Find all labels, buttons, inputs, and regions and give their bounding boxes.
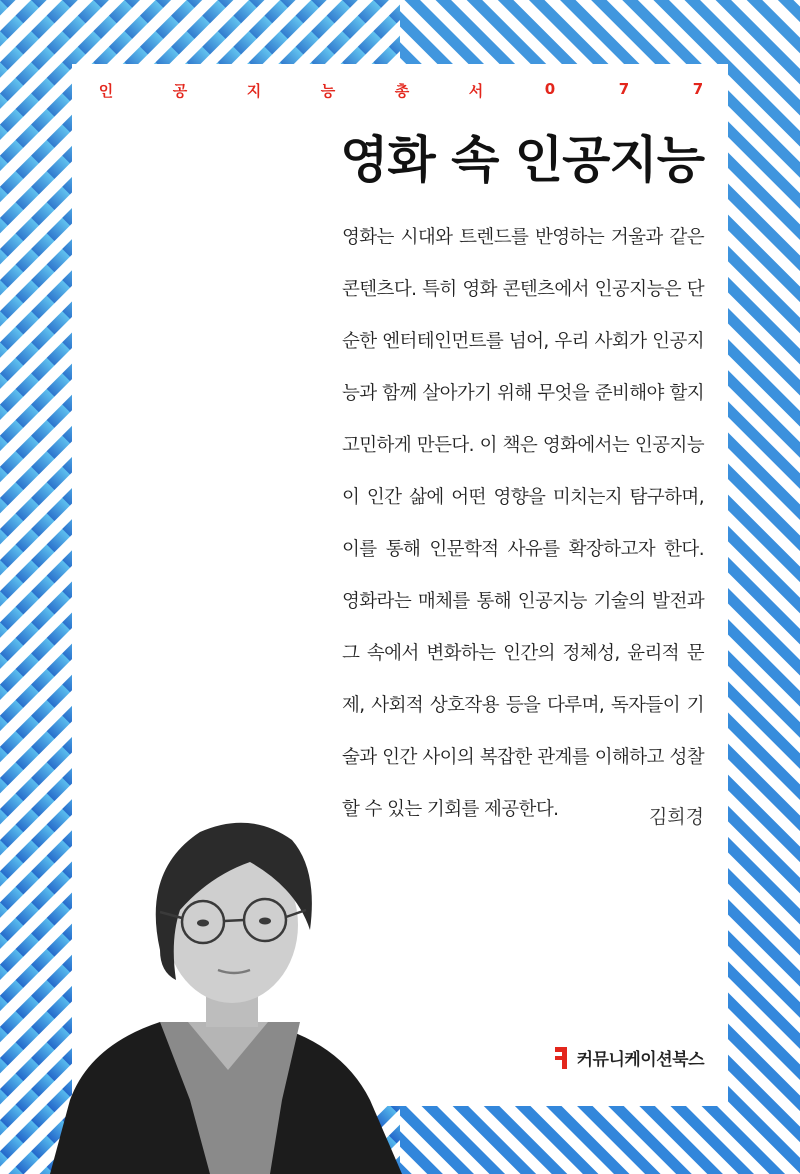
series-char: 7 (692, 80, 704, 98)
book-title: 영화 속 인공지능 (340, 131, 704, 189)
series-label (96, 80, 708, 106)
series-char: 0 (544, 80, 556, 98)
series-char: 능 (320, 82, 336, 100)
publisher-logo (555, 1045, 704, 1070)
series-char: 공 (172, 82, 188, 100)
series-char: 7 (618, 80, 630, 98)
author-portrait (10, 800, 430, 1174)
series-char: 총 (394, 82, 410, 100)
series-char: 인 (98, 82, 114, 100)
author-name: 김희경 (648, 806, 704, 828)
publisher-logo-icon (555, 1047, 571, 1069)
book-description: 영화는 시대와 트렌드를 반영하는 거울과 같은 콘텐츠다. 특히 영화 콘텐츠에서 인공지능은 단순한 엔터테인먼트를 넘어, 우리 사회가 인공지능과 함께 살아가기 위해 무엇을 준비해야 할지 고민하게 만든다. 이 책은 영화에서는 인공지능이 인간 삶에 어떤 영향을 미치는지 탐구하며, 이를 통해 인문학적 사유를 확장하고자 한다. 영화라는 매체를 통해 인공지능 기술의 발전과 그 속에서 변화하는 인간의 정체성, 윤리적 문제, 사회적 상호작용 등을 다루며, 독자들이 기술과 인간 사이의 복잡한 관계를 이해하고 성찰할 수 있는 기회를 제공한다. (342, 227, 704, 820)
series-char: 지 (246, 82, 262, 100)
series-char: 서 (468, 82, 484, 100)
publisher-name: 커뮤니케이션북스 (576, 1050, 704, 1070)
